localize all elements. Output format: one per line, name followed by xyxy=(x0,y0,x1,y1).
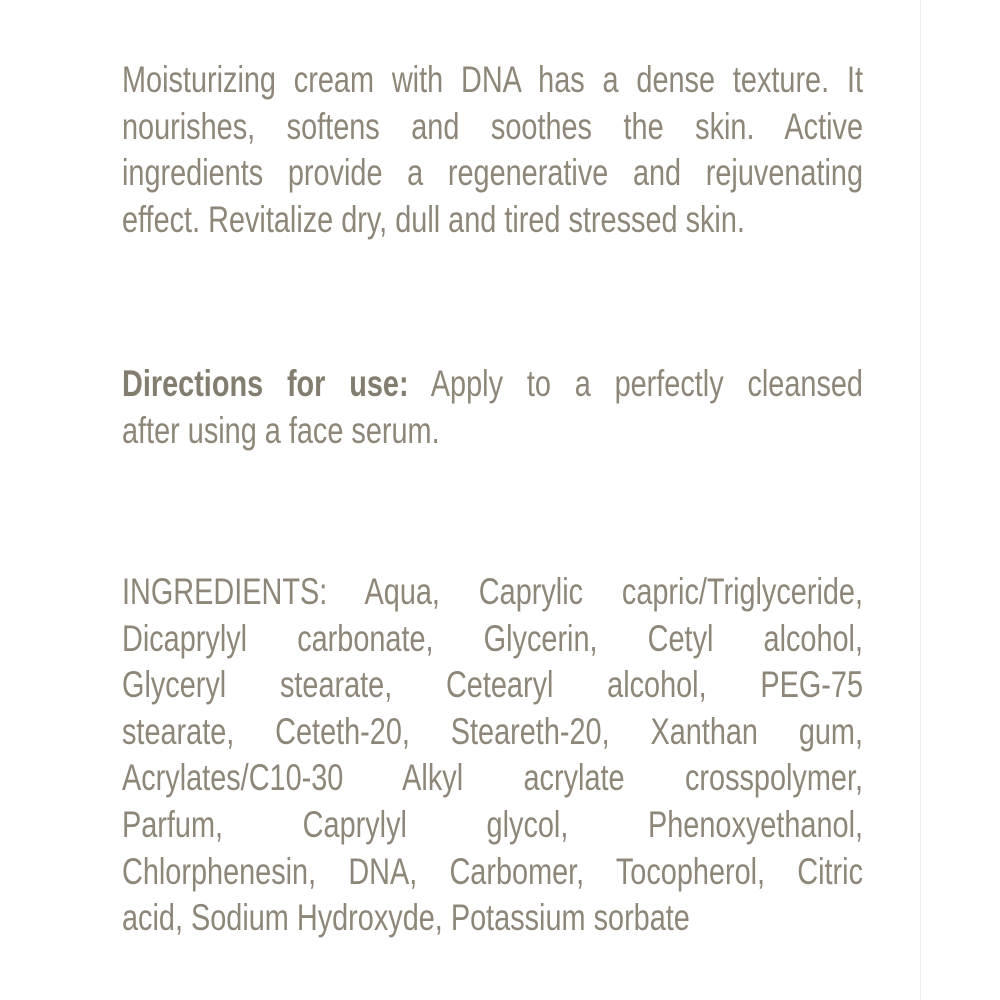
description-paragraph xyxy=(122,57,863,243)
directions-heading: Directions for use: xyxy=(122,363,409,404)
ingredients-line: acid, Sodium Hydroxyde, Potassium sorbate xyxy=(122,897,690,939)
description-line: effect. Revitalize dry, dull and tired stressed skin. xyxy=(122,198,745,240)
directions-paragraph xyxy=(122,361,863,454)
ingredients-paragraph xyxy=(122,569,863,942)
ingredients-line: INGREDIENTS: Aqua, Caprylic capric/Triglyceride, xyxy=(122,571,863,612)
description-line: nourishes, softens and soothes the skin. Active xyxy=(122,105,863,147)
directions-line xyxy=(122,361,863,408)
ingredients-line: Dicaprylyl carbonate, Glycerin, Cetyl alcohol, xyxy=(122,617,863,659)
ingredients-line: Chlorphenesin, DNA, Carbomer, Tocopherol, Citric xyxy=(122,850,863,892)
label-edge-line xyxy=(920,0,921,1000)
description-line: ingredients provide a regenerative and rejuvenating xyxy=(122,152,863,194)
ingredients-line: Acrylates/C10-30 Alkyl acrylate crosspolymer, xyxy=(122,757,863,799)
ingredients-line: Glyceryl stearate, Cetearyl alcohol, PEG-75 xyxy=(122,664,863,706)
directions-text: Apply to a perfectly cleansed xyxy=(430,363,863,404)
ingredients-line: stearate, Ceteth-20, Steareth-20, Xanthan gum, xyxy=(122,710,863,752)
description-line: Moisturizing cream with DNA has a dense texture. It xyxy=(122,59,863,100)
ingredients-line: Parfum, Caprylyl glycol, Phenoxyethanol, xyxy=(122,803,863,845)
directions-line: after using a face serum. xyxy=(122,409,440,451)
